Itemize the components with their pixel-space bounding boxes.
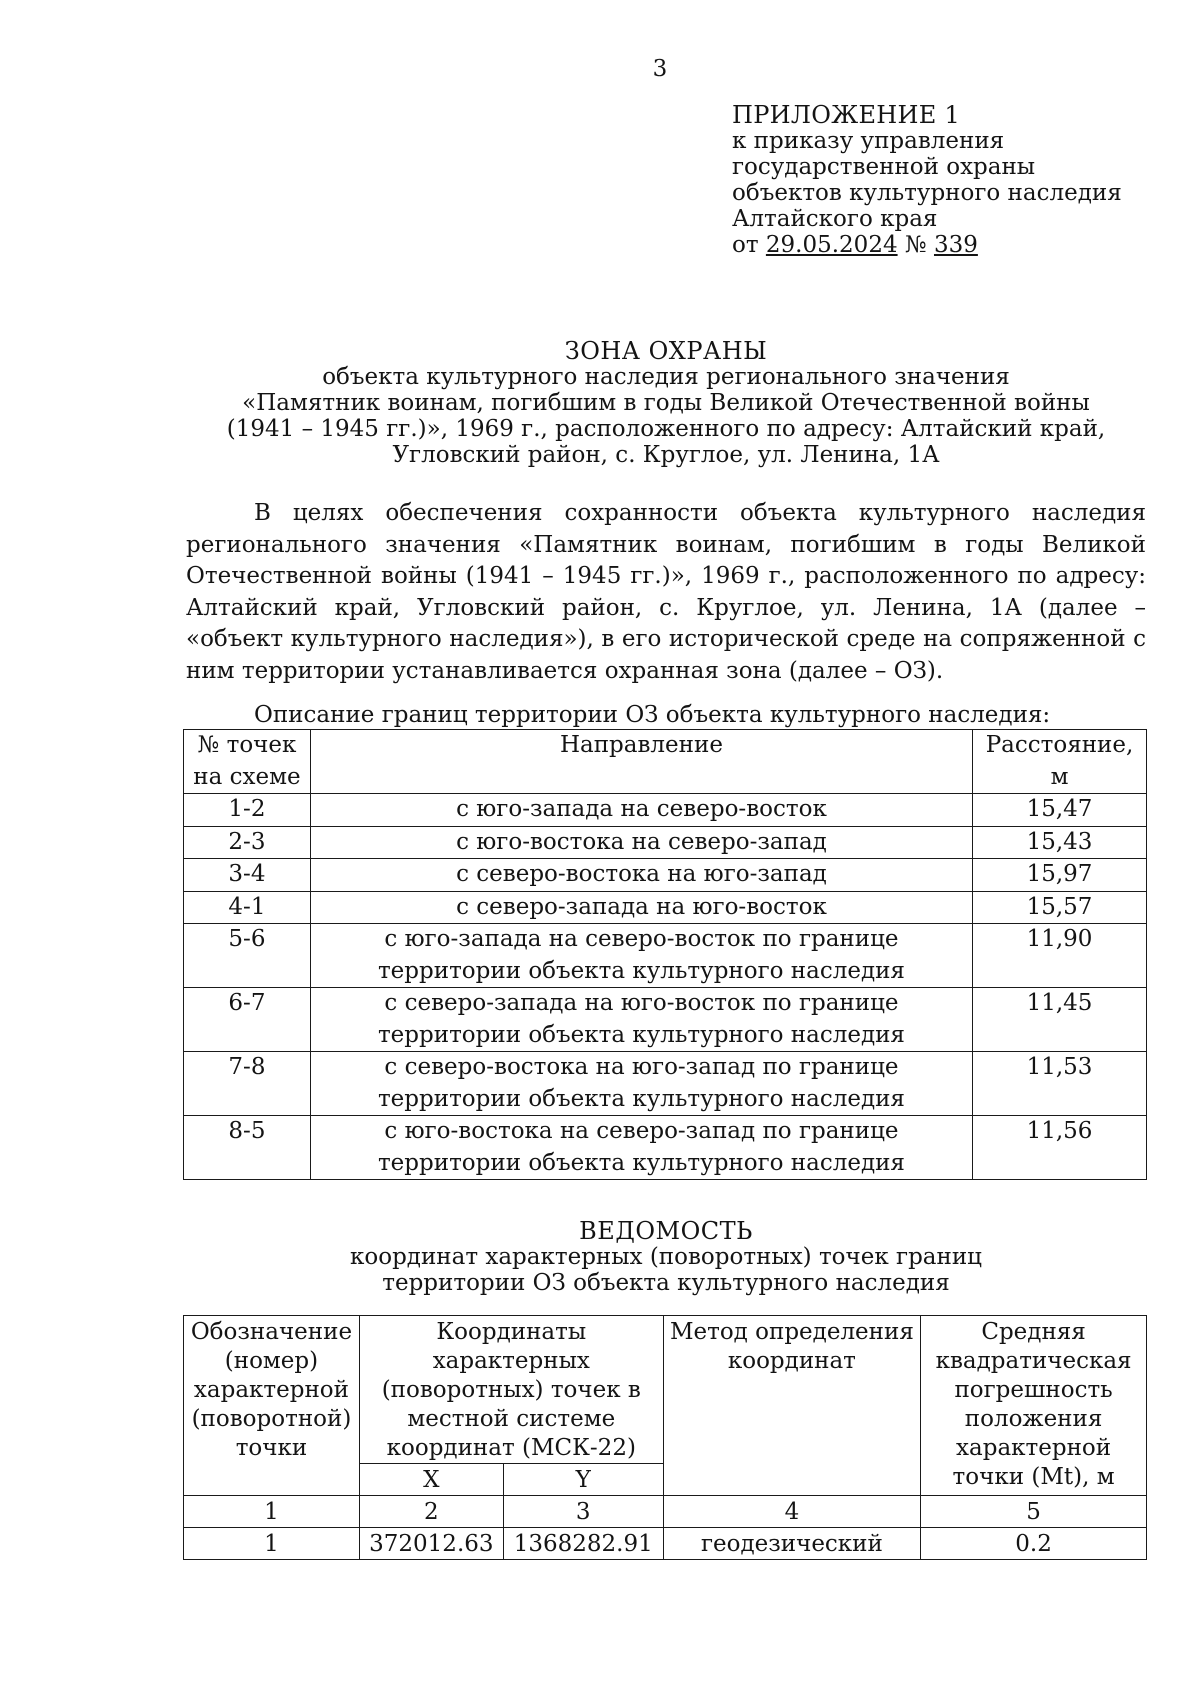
cell-y: 1368282.91 xyxy=(503,1528,663,1560)
header-text: (номер) xyxy=(224,1348,319,1374)
vedomost-subtitle-line: территории ОЗ объекта культурного наследия xyxy=(382,1270,950,1296)
header-text: (поворотных) точек в xyxy=(381,1377,641,1403)
intro-text xyxy=(186,498,1146,687)
header-cell-distance xyxy=(973,730,1147,794)
cell-distance: 15,47 xyxy=(973,794,1147,827)
cell-direction xyxy=(310,924,972,988)
cell-distance: 11,56 xyxy=(973,1116,1147,1180)
direction-line: с северо-запада на юго-восток xyxy=(456,893,827,920)
cell-direction xyxy=(310,988,972,1052)
direction-line: с юго-востока на северо-запад по границе xyxy=(384,1118,899,1144)
header-text: положения xyxy=(964,1406,1103,1432)
header-text: координат xyxy=(727,1348,856,1374)
zone-subtitle-line: объекта культурного наследия регионального значения xyxy=(322,364,1010,390)
cell-points: 8-5 xyxy=(184,1116,311,1180)
appendix-line: государственной охраны xyxy=(732,154,1036,180)
coordinates-rows xyxy=(184,1528,1147,1560)
cell-distance: 11,53 xyxy=(973,1052,1147,1116)
coordinates-table xyxy=(183,1315,1147,1560)
page-number: 3 xyxy=(652,56,668,82)
column-number-cell: 3 xyxy=(503,1496,663,1528)
boundary-table-caption: Описание границ территории ОЗ объекта культурного наследия: xyxy=(254,702,1051,728)
cell-points: 2-3 xyxy=(184,826,311,859)
column-numbers-row xyxy=(184,1496,1147,1528)
direction-line: с северо-востока на юго-запад по границе xyxy=(384,1054,899,1080)
header-text: точки (Mt), м xyxy=(952,1464,1115,1490)
intro-paragraph: В целях обеспечения сохранности объекта культурного наследия регионального значения «Памятник воинам, погибшим в годы Великой Отечественной войны (1941 – 1945 гг.)», 1969 г., расположенного по адресу: Алтайский край, Угловский район, с. Круглое, ул. Ленина, 1А (далее – «объект культурного наследия»), в его исторической среде на сопряженной с ним территории устанавливается охранная зона (далее – ОЗ). xyxy=(186,500,1146,684)
table-row xyxy=(184,826,1147,859)
header-cell-error xyxy=(921,1316,1147,1496)
table-row xyxy=(184,1528,1147,1560)
appendix-line: Алтайского края xyxy=(732,206,938,232)
header-text: Средняя xyxy=(981,1319,1086,1345)
column-number-cell: 2 xyxy=(359,1496,503,1528)
header-cell-method xyxy=(663,1316,921,1496)
header-text: характерной xyxy=(193,1377,349,1403)
number-prefix: № xyxy=(904,232,927,258)
appendix-title: ПРИЛОЖЕНИЕ 1 xyxy=(732,101,961,129)
column-number-cell: 5 xyxy=(921,1496,1147,1528)
direction-line: с северо-востока на юго-запад xyxy=(456,861,827,887)
table-row xyxy=(184,891,1147,924)
table-row xyxy=(184,988,1147,1052)
cell-points: 4-1 xyxy=(184,891,311,924)
header-text: точки xyxy=(235,1435,308,1461)
cell-error: 0.2 xyxy=(921,1528,1147,1560)
appendix-date-line xyxy=(732,232,1172,258)
cell-points: 5-6 xyxy=(184,924,311,988)
appendix-line: к приказу управления xyxy=(732,128,1005,154)
header-text: м xyxy=(1050,763,1069,790)
header-text: местной системе xyxy=(407,1406,616,1432)
direction-line: с юго-востока на северо-запад xyxy=(456,828,827,855)
cell-direction xyxy=(310,1116,972,1180)
direction-line: с северо-запада на юго-восток по границе xyxy=(384,990,899,1016)
header-text: Метод определения xyxy=(669,1319,914,1345)
cell-distance: 11,45 xyxy=(973,988,1147,1052)
cell-points: 3-4 xyxy=(184,859,311,892)
vedomost-title: ВЕДОМОСТЬ xyxy=(579,1217,753,1245)
direction-line: территории объекта культурного наследия xyxy=(377,1085,905,1112)
order-date: 29.05.2024 xyxy=(765,232,898,258)
header-cell-x: X xyxy=(359,1464,503,1496)
zone-title: ЗОНА ОХРАНЫ xyxy=(564,337,768,365)
table-row xyxy=(184,794,1147,827)
header-cell-designation xyxy=(184,1316,360,1496)
header-text: № точек xyxy=(197,732,297,758)
cell-x: 372012.63 xyxy=(359,1528,503,1560)
column-number-cell: 1 xyxy=(184,1496,360,1528)
table-row xyxy=(184,1116,1147,1180)
cell-direction xyxy=(310,859,972,892)
order-number: 339 xyxy=(933,232,978,258)
cell-distance: 15,43 xyxy=(973,826,1147,859)
cell-designation: 1 xyxy=(184,1528,360,1560)
cell-points: 7-8 xyxy=(184,1052,311,1116)
table-row xyxy=(184,859,1147,892)
zone-header xyxy=(186,338,1146,468)
direction-line: с юго-запада на северо-восток xyxy=(456,796,827,822)
header-text: погрешность xyxy=(954,1377,1113,1403)
header-text: характерной xyxy=(956,1435,1112,1461)
cell-distance: 15,97 xyxy=(973,859,1147,892)
cell-points: 1-2 xyxy=(184,794,311,827)
direction-line: с юго-запада на северо-восток по границе xyxy=(384,926,899,952)
zone-subtitle-line: «Памятник воинам, погибшим в годы Великой Отечественной войны xyxy=(242,390,1090,416)
vedomost-subtitle-line: координат характерных (поворотных) точек границ xyxy=(350,1244,982,1270)
header-text: на схеме xyxy=(193,763,301,790)
table-row xyxy=(184,1052,1147,1116)
direction-line: территории объекта культурного наследия xyxy=(377,957,905,984)
header-cell-y: Y xyxy=(503,1464,663,1496)
header-text: Направление xyxy=(559,732,723,758)
direction-line: территории объекта культурного наследия xyxy=(377,1021,905,1048)
header-cell-coordinates xyxy=(359,1316,663,1464)
header-text: Координаты xyxy=(436,1319,587,1345)
boundary-rows xyxy=(184,794,1147,1180)
cell-direction xyxy=(310,826,972,859)
cell-distance: 15,57 xyxy=(973,891,1147,924)
table-header-row xyxy=(184,730,1147,794)
cell-points: 6-7 xyxy=(184,988,311,1052)
cell-method: геодезический xyxy=(663,1528,921,1560)
header-text: Обозначение xyxy=(190,1319,353,1345)
header-cell-direction xyxy=(310,730,972,794)
cell-distance: 11,90 xyxy=(973,924,1147,988)
boundary-table xyxy=(183,729,1147,1180)
table-header-row xyxy=(184,1316,1147,1464)
header-text: (поворотной) xyxy=(191,1406,352,1432)
header-text: координат (МСК-22) xyxy=(386,1435,636,1461)
column-number-cell: 4 xyxy=(663,1496,921,1528)
date-prefix: от xyxy=(732,232,759,258)
direction-line: территории объекта культурного наследия xyxy=(377,1149,905,1176)
table-row xyxy=(184,924,1147,988)
zone-subtitle-line: (1941 – 1945 гг.)», 1969 г., расположенного по адресу: Алтайский край, xyxy=(226,416,1106,442)
header-cell-points xyxy=(184,730,311,794)
header-text: характерных xyxy=(432,1348,590,1374)
cell-direction xyxy=(310,891,972,924)
appendix-block xyxy=(732,102,1172,258)
vedomost-header xyxy=(186,1218,1146,1296)
header-text: Расстояние, xyxy=(985,732,1134,758)
cell-direction xyxy=(310,1052,972,1116)
appendix-line: объектов культурного наследия xyxy=(732,180,1122,206)
cell-direction xyxy=(310,794,972,827)
header-text: квадратическая xyxy=(935,1348,1132,1374)
zone-subtitle-line: Угловский район, с. Круглое, ул. Ленина, 1А xyxy=(392,442,940,468)
